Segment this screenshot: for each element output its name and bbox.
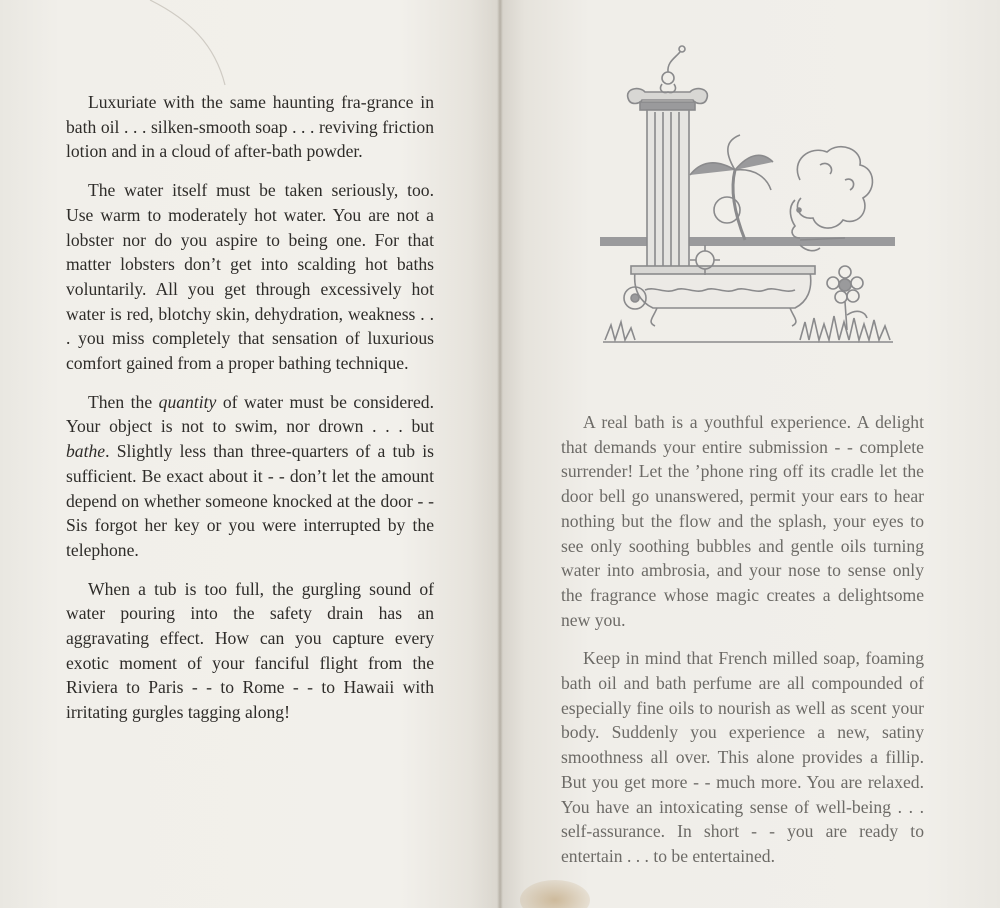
- paragraph-tub-too-full: When a tub is too full, the gurgling sound of water pouring into the safety drain has an aggravating effect. How can you capture every exotic moment of your fanciful flight from the Riviera to Paris - - to Rome - - to Hawaii with irritating gurgles tagging along!: [66, 578, 434, 723]
- emphasis-quantity: quantity: [158, 391, 217, 412]
- text-run: Then the: [88, 391, 159, 412]
- paragraph-french-milled-soap: Keep in mind that French milled soap, foaming bath oil and bath perfume are all compounded of especially fine oils to nourish as well as scent your body. Suddenly you experience a new, satiny smoothness all over. This alone provides a fillip. But you get more - - much more. You are relaxed. You have an intoxicating sense of well-being . . . self-assurance. In short - - you are ready to entertain . . . to be entertained.: [561, 648, 924, 866]
- book-gutter: [497, 0, 503, 908]
- paragraph-bath-products: Luxuriate with the same haunting fra-grance in bath oil . . . silken-smooth soap . . . reviving friction lotion and in a cloud of after-bath powder.: [66, 92, 434, 162]
- paragraph-water-temperature: The water itself must be taken seriously, too. Use warm to moderately hot water. You are not a lobster nor do you aspire to being one. For that matter lobsters don’t get into scalding hot baths voluntarily. All you get through excessively hot water is red, blotchy skin, dehydration, weakness . . . you miss completely that sensation of luxurious comfort gained from a proper bathing technique.: [66, 180, 434, 374]
- paragraph-water-quantity: [66, 390, 434, 563]
- right-page-text: [561, 410, 924, 883]
- bath-scene-icon: [595, 40, 895, 355]
- paragraph-youthful-experience: A real bath is a youthful experience. A delight that demands your entire submission - - complete surrender! Let the ’phone ring off its cradle let the door bell go unanswered, permit your ears to hear nothing but the flow and the splash, your eyes to see only soothing bubbles and gentle oils turning water into ambrosia, and your nose to sense only the fragrance whose magic creates a delightsome new you.: [561, 412, 924, 630]
- emphasis-bathe: bathe: [66, 441, 106, 462]
- left-page-text: [66, 90, 434, 739]
- page-crease-mark: [0, 0, 240, 90]
- text-run: of water must be considered. Your object is not to swim, nor drown . . . but: [66, 391, 434, 437]
- text-run: . Slightly less than three-quarters of a tub is sufficient. Be exact about it - - don’t let the amount depend on whether someone knocked at the door - - Sis forgot her key or you were interrupted by the telephone.: [66, 441, 434, 560]
- right-page: [500, 0, 1000, 908]
